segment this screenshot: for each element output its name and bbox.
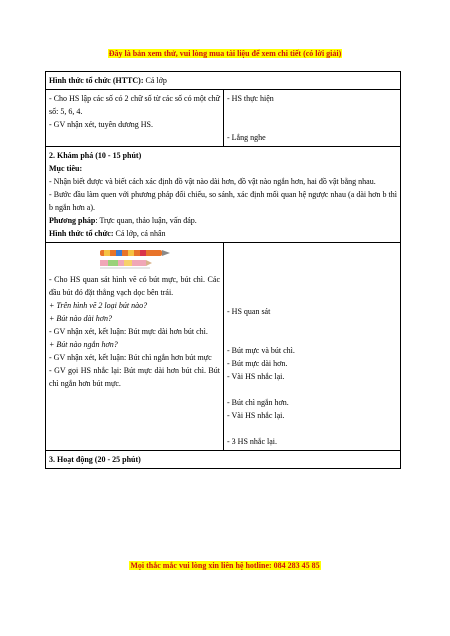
goal-heading: Mục tiêu: xyxy=(49,164,83,173)
httc-row xyxy=(46,72,401,90)
student-step: - Vài HS nhắc lại. xyxy=(227,372,285,381)
hotline-text: Mọi thắc mắc vui lòng xin liên hệ hotline: 084 283 45 85 xyxy=(130,561,320,570)
teacher-step: - GV nhận xét, kết luận: Bút mực dài hơn bút chì. xyxy=(49,327,208,336)
warmup-row xyxy=(46,90,401,147)
preview-banner xyxy=(0,49,450,58)
student-step: - Vài HS nhắc lại. xyxy=(227,411,285,420)
explore-row xyxy=(46,147,401,243)
method-value: : Trực quan, thảo luận, vấn đáp. xyxy=(95,216,197,225)
teacher-step: - Cho HS quan sát hình vẽ có bút mực, bút chì. Các đầu bút đó đặt thẳng vạch dọc bên trái. xyxy=(49,275,220,297)
teacher-step: - GV nhận xét, tuyên dương HS. xyxy=(49,120,153,129)
form-value: Cả lớp, cá nhân xyxy=(113,229,166,238)
goal-item: - Bước đầu làm quen với phương pháp đối chiếu, so sánh, xác định mối quan hệ ngược nhau (a dài hơn b thì b ngắn hơn a). xyxy=(49,190,397,212)
question: + Bút nào dài hơn? xyxy=(49,314,112,323)
method-line xyxy=(49,214,397,227)
lesson-document xyxy=(45,71,401,469)
question: + Bút nào ngắn hơn? xyxy=(49,340,118,349)
student-cell xyxy=(224,90,401,147)
method-label: Phương pháp xyxy=(49,216,96,225)
form-line xyxy=(49,227,397,240)
teacher-cell xyxy=(46,243,224,451)
student-cell xyxy=(224,243,401,451)
student-step: - HS thực hiện xyxy=(227,94,274,103)
goal-item: - Nhận biết được và biết cách xác định đồ vật nào dài hơn, đồ vật nào ngắn hơn, hai đồ vật bằng nhau. xyxy=(49,177,376,186)
httc-label: Hình thức tổ chức (HTTC): xyxy=(49,76,144,85)
teacher-step: - GV gọi HS nhắc lại: Bút mực dài hơn bút chì. Bút chì ngắn hơn bút mực. xyxy=(49,366,220,388)
pen-pencil-image xyxy=(49,245,220,273)
teacher-step: - GV nhận xét, kết luận: Bút chì ngắn hơn bút mực xyxy=(49,353,212,362)
activity-row xyxy=(46,243,401,451)
student-step: - Bút chì ngắn hơn. xyxy=(227,398,289,407)
activity-heading-row xyxy=(46,451,401,469)
section-heading: 3. Hoạt động (20 - 25 phút) xyxy=(49,455,141,464)
student-step: - Bút mực dài hơn. xyxy=(227,359,288,368)
student-step: - Bút mực và bút chì. xyxy=(227,346,295,355)
form-label: Hình thức tổ chức: xyxy=(49,229,114,238)
lesson-table xyxy=(45,71,401,469)
student-step: - HS quan sát xyxy=(227,307,271,316)
question: + Trên hình vẽ 2 loại bút nào? xyxy=(49,301,148,310)
hotline-banner xyxy=(0,561,450,570)
section-heading: 2. Khám phá (10 - 15 phút) xyxy=(49,151,142,160)
student-step: - Lắng nghe xyxy=(227,133,266,142)
teacher-cell xyxy=(46,90,224,147)
httc-value: Cả lớp xyxy=(143,76,167,85)
preview-banner-text: Đây là bản xem thử, vui lòng mua tài liệu để xem chi tiết (có lời giải) xyxy=(108,49,342,58)
student-step: - 3 HS nhắc lại. xyxy=(227,437,277,446)
teacher-step: - Cho HS lập các số có 2 chữ số từ các số có một chữ số: 5, 6, 4. xyxy=(49,94,220,116)
